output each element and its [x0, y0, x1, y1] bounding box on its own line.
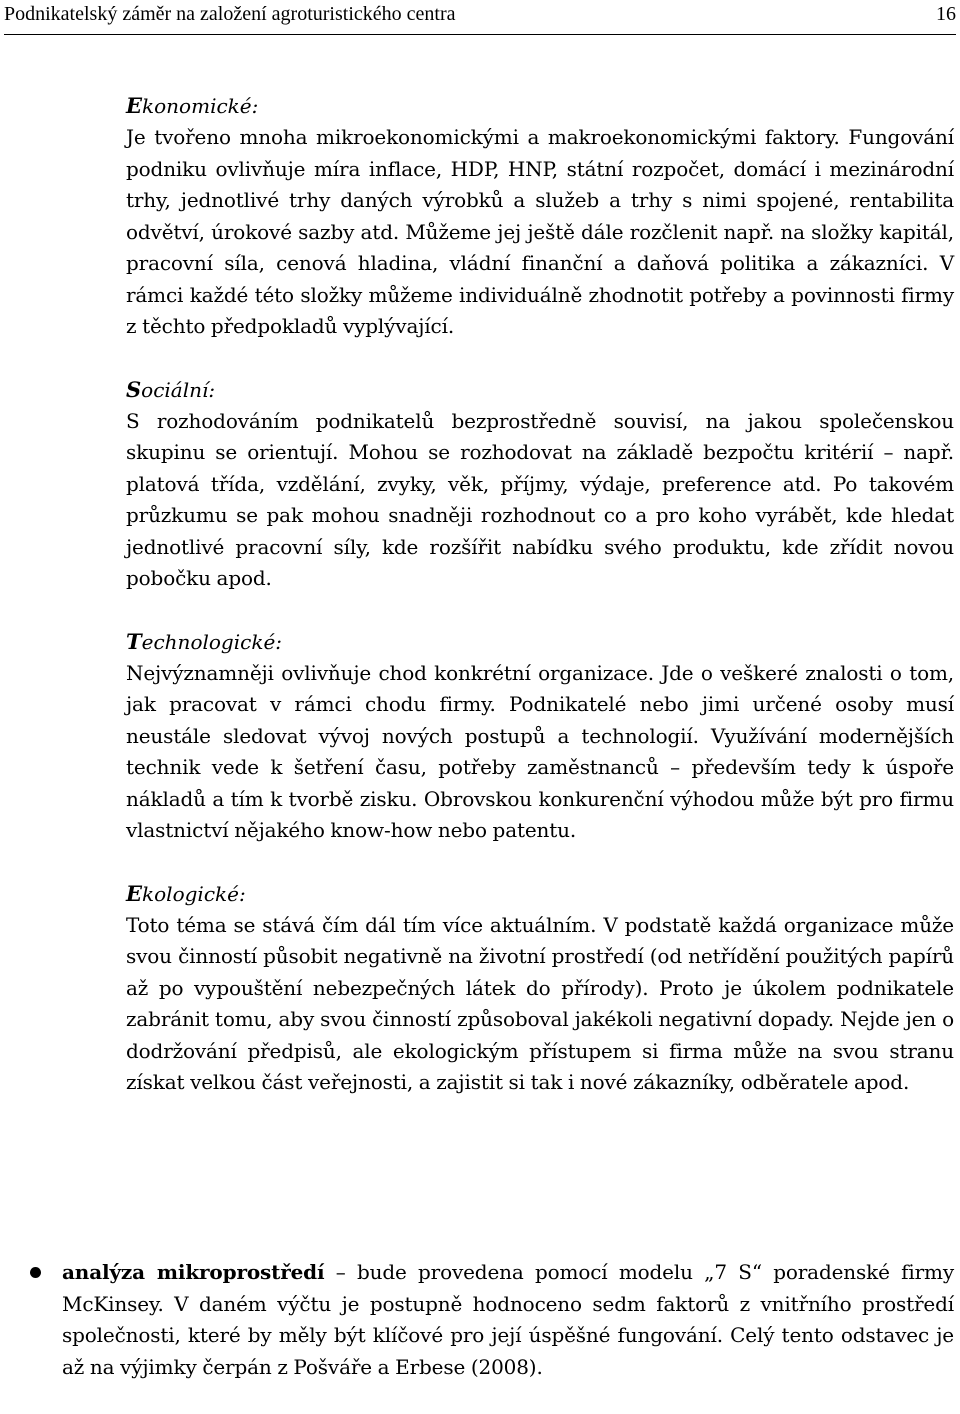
document-title: Podnikatelský záměr na založení agroturistického centra: [4, 3, 456, 25]
section-social: [126, 374, 954, 595]
section-text: Toto téma se stává čím dál tím více aktuálním. V podstatě každá organizace může svou činností působit negativně na životní prostředí (od netřídění použitých papírů až po vypouštění nebezpečných látek do přírody). Proto je úkolem podnikatele zabránit tomu, aby svou činností způsoboval jakékoli negativní dopady. Nejde jen o dodržování předpisů, ale ekologickým přístupem si firma může na svou stranu získat velkou část veřejnosti, a zajistit si tak i nové zákazníky, odběratele apod.: [126, 912, 954, 1094]
section-text: Je tvořeno mnoha mikroekonomickými a makroekonomickými faktory. Fungování podniku ovlivňuje míra inflace, HDP, HNP, státní rozpočet, domácí i mezinárodní trhy, jednotlivé trhy daných výrobků a služeb a trhy s nimi spojené, rentabilita odvětví, úrokové sazby atd. Můžeme jej ještě dále rozčlenit např. na složky kapitál, pracovní síla, cenová hladina, vládní finanční a daňová politika a zákazníci. V rámci každé této složky můžeme individuálně zhodnotit potřeby a povinnosti firmy z těchto předpokladů vyplývající.: [126, 125, 954, 338]
section-heading: Ekologické:: [126, 880, 246, 906]
page-number: 16: [936, 3, 956, 25]
section-heading: Technologické:: [126, 628, 283, 654]
bullet-text: analýza mikroprostředí – bude provedena pomocí modelu „7 S“ poradenské firmy McKinsey. V daném výčtu je postupně hodnoceno sedm faktorů z vnitřního prostředí společnosti, které by měly být klíčové pro její úspěšné fungování. Celý tento odstavec je až na výjimky čerpán z Pošváře a Erbese (2008).: [62, 1260, 954, 1379]
page-header: [4, 0, 956, 35]
section-heading: Ekonomické:: [126, 93, 259, 118]
section-heading: Sociální:: [126, 376, 216, 402]
bullet-bold-lead: analýza mikroprostředí: [62, 1260, 325, 1284]
main-content: [126, 90, 954, 1130]
section-ecological: [126, 878, 954, 1099]
section-text: S rozhodováním podnikatelů bezprostředně souvisí, na jakou společenskou skupinu se orientují. Mohou se rozhodovat na základě bezpočtu kritérií – např. platová třída, vzdělání, zvyky, věk, příjmy, výdaje, preference atd. Po takovém průzkumu se pak mohou snadněji rozhodnout co a pro koho vyrábět, kde hledat jednotlivé pracovní síly, kde rozšířit nabídku svého produktu, kde zřídit novou pobočku apod.: [126, 408, 954, 590]
section-text: Nejvýznamněji ovlivňuje chod konkrétní organizace. Jde o veškeré znalosti o tom, jak pracovat v rámci chodu firmy. Podnikatelé nebo jimi určené osoby musí neustále sledovat vývoj nových postupů a technologií. Využívání modernějších technik vede k šetření času, potřeby zaměstnanců – především tedy k úspoře nákladů a tím k tvorbě zisku. Obrovskou konkurenční výhodou může být pro firmu vlastnictví nějakého know-how nebo patentu.: [126, 660, 954, 842]
bullet-icon: [30, 1267, 41, 1278]
section-technological: [126, 626, 954, 847]
bullet-list-item: [62, 1257, 954, 1383]
section-economic: [126, 90, 954, 343]
